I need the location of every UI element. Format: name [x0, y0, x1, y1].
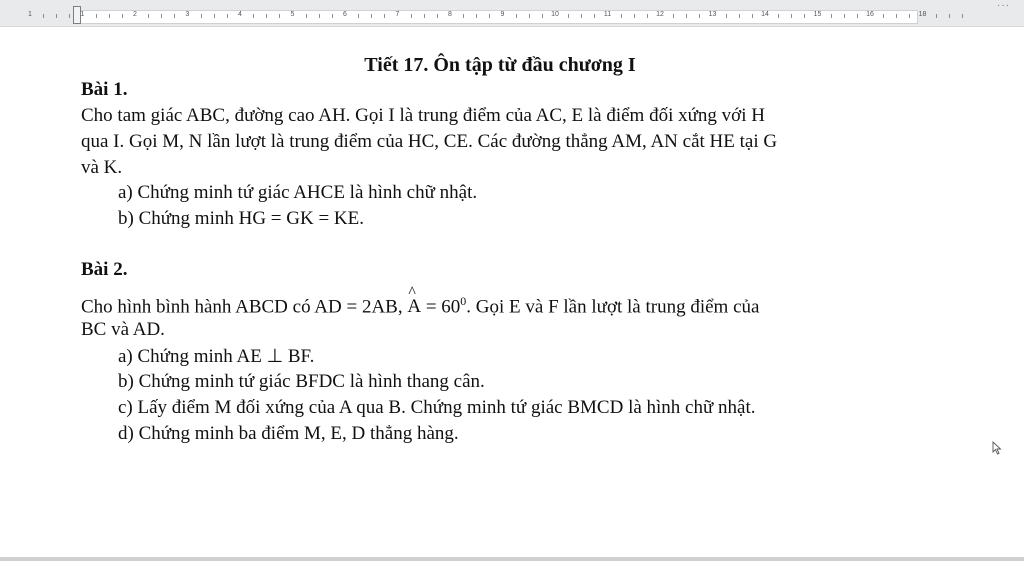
ruler-number: 6: [343, 11, 347, 18]
ruler-tick: [476, 14, 477, 18]
ruler-number: 5: [290, 11, 295, 18]
ruler-tick: [804, 14, 805, 18]
ruler-tick: [936, 14, 937, 18]
bai2-item: a) Chứng minh AE ⊥ BF.: [118, 346, 315, 367]
horizontal-ruler: [0, 0, 1024, 27]
degree-superscript: 0: [460, 294, 467, 308]
ruler-number: 7: [395, 11, 400, 18]
ruler-tick: [411, 14, 412, 18]
ruler-number: 1: [28, 11, 32, 18]
ruler-number: 15: [813, 11, 822, 18]
bottom-edge: [0, 557, 1024, 561]
bai2-text-line: [81, 294, 759, 318]
ruler-tick: [358, 14, 359, 18]
ruler-number: 2: [133, 11, 137, 18]
ruler-tick: [371, 14, 372, 18]
ruler-tick: [306, 14, 307, 18]
ruler-tick: [634, 14, 635, 18]
ruler-tick: [319, 14, 320, 18]
ruler-tick: [516, 14, 517, 18]
ruler-tick: [489, 14, 490, 18]
page-title: Tiết 17. Ôn tập từ đầu chương I: [364, 54, 636, 76]
ruler-tick: [883, 14, 884, 18]
ruler-tick: [56, 14, 57, 18]
bai2-line1-eq: = 60: [421, 296, 461, 318]
bai1-text-line: Cho tam giác ABC, đường cao AH. Gọi I là trung điểm của AC, E là điểm đối xứng với H: [81, 105, 765, 126]
ruler-tick: [699, 14, 700, 18]
bai2-text-line: BC và AD.: [81, 319, 165, 340]
ruler-tick: [791, 14, 792, 18]
ruler-tick: [542, 14, 543, 18]
ruler-tick: [594, 14, 595, 18]
ruler-tick: [752, 14, 753, 18]
ruler-tick: [384, 14, 385, 18]
ruler-tick: [214, 14, 215, 18]
ruler-tick: [857, 14, 858, 18]
angle-a-symbol: ^ A: [407, 296, 421, 318]
bai1-heading: Bài 1.: [81, 79, 128, 100]
ruler-tick: [201, 14, 202, 18]
ruler-tick: [844, 14, 845, 18]
ruler-number: 10: [551, 11, 559, 18]
ruler-tick: [949, 14, 950, 18]
more-options-icon[interactable]: ···: [997, 0, 1010, 11]
document-page: [0, 27, 1024, 547]
ruler-number: 16: [866, 11, 874, 18]
ruler-tick: [174, 14, 175, 18]
ruler-tick: [962, 14, 963, 18]
ruler-tick: [581, 14, 582, 18]
ruler-number: 12: [656, 11, 664, 18]
ruler-number: 14: [761, 11, 769, 18]
ruler-tick: [778, 14, 779, 18]
bai2-item: b) Chứng minh tứ giác BFDC là hình thang cân.: [118, 371, 485, 392]
bai1-item: a) Chứng minh tứ giác AHCE là hình chữ nhật.: [118, 182, 478, 203]
ruler-tick: [161, 14, 162, 18]
bai2-item: d) Chứng minh ba điểm M, E, D thẳng hàng.: [118, 423, 459, 444]
ruler-tick: [739, 14, 740, 18]
bai1-text-line: và K.: [81, 157, 123, 178]
ruler-tick: [253, 14, 254, 18]
bai1-item: b) Chứng minh HG = GK = KE.: [118, 208, 364, 229]
ruler-tick: [266, 14, 267, 18]
bai2-item: c) Lấy điểm M đối xứng của A qua B. Chứng minh tứ giác BMCD là hình chữ nhật.: [118, 397, 756, 418]
ruler-tick: [686, 14, 687, 18]
ruler-number: 8: [448, 11, 452, 18]
ruler-number: 11: [603, 11, 612, 18]
ruler-tick: [109, 14, 110, 18]
ruler-tick: [43, 14, 44, 18]
ruler-tick: [568, 14, 569, 18]
ruler-number: 1: [80, 11, 85, 18]
ruler-tick: [437, 14, 438, 18]
ruler-tick: [529, 14, 530, 18]
ruler-tick: [909, 14, 910, 18]
bai2-heading: Bài 2.: [81, 259, 128, 280]
ruler-tick: [621, 14, 622, 18]
bai2-line1-suffix: . Gọi E và F lần lượt là trung điểm của: [466, 296, 760, 318]
ruler-tick: [332, 14, 333, 18]
ruler-tick: [227, 14, 228, 18]
mouse-pointer-icon: [992, 441, 1002, 455]
ruler-tick: [122, 14, 123, 18]
ruler-number: 13: [708, 11, 717, 18]
ruler-tick: [673, 14, 674, 18]
ruler-number: 3: [185, 11, 190, 18]
ruler-tick: [148, 14, 149, 18]
ruler-tick: [424, 14, 425, 18]
ruler-tick: [726, 14, 727, 18]
ruler-number: 9: [500, 11, 505, 18]
bai2-line1-prefix: Cho hình bình hành ABCD có AD = 2AB,: [81, 296, 408, 318]
ruler-number: 18: [918, 11, 927, 18]
bai1-text-line: qua I. Gọi M, N lần lượt là trung điểm của HC, CE. Các đường thẳng AM, AN cắt HE tại G: [81, 131, 778, 152]
ruler-tick: [96, 14, 97, 18]
ruler-tick: [831, 14, 832, 18]
ruler-tick: [279, 14, 280, 18]
ruler-tick: [69, 14, 70, 18]
ruler-tick: [896, 14, 897, 18]
ruler-number: 4: [238, 11, 242, 18]
ruler-tick: [463, 14, 464, 18]
ruler-tick: [647, 14, 648, 18]
